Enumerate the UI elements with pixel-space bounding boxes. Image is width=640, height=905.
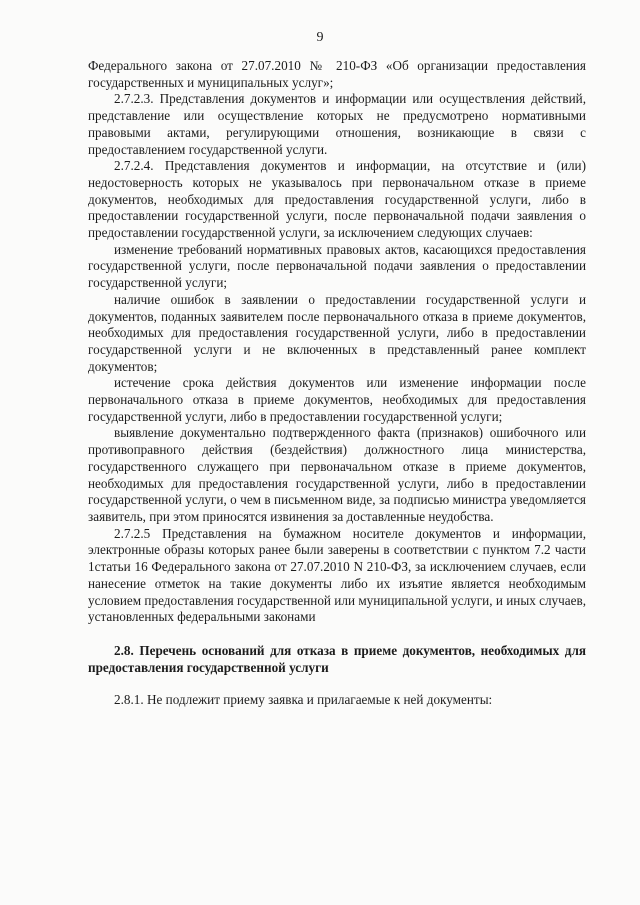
paragraph-2-7-2-4: 2.7.2.4. Представления документов и информации, на отсутствие и (или) недостоверность которых не указывалось при первоначальном отказе в приеме документов, необходимых для предоставления государственной услуги, либо в предоставлении государственной услуги, после первоначальной подачи заявления о предоставлении государственной услуги, за исключением следующих случаев: xyxy=(88,158,586,241)
list-item-requirements-change: изменение требований нормативных правовых актов, касающихся предоставления государственной услуги, после первоначальной подачи заявления о предоставлении государственной услуги; xyxy=(88,241,586,291)
paragraph-2-7-2-5: 2.7.2.5 Представления на бумажном носителе документов и информации, электронные образы которых ранее были заверены в соответствии с пунктом 7.2 части 1статьи 16 Федерального закона от 27.07.2010 N 210-ФЗ, за исключением случаев, если нанесение отметок на такие документы либо их изъятие является необходимым условием предоставления государственной или муниципальной услуги, и иных случаев, установленных федеральными законами xyxy=(88,525,586,625)
paragraph-2-7-2-3: 2.7.2.3. Представления документов и информации или осуществления действий, представление или осуществление которых не предусмотрено нормативными правовыми актами, регулирующими отношения, возникающие в связи с предоставлением государственной услуги. xyxy=(88,91,586,157)
page-number: 9 xyxy=(316,30,324,45)
section-heading-2-8: 2.8. Перечень оснований для отказа в приеме документов, необходимых для предоставления государственной услуги xyxy=(88,642,586,675)
list-item-documents-expiry: истечение срока действия документов или изменение информации после первоначального отказа в приеме документов, необходимых для предоставления государственной услуги, либо в предоставлении государственной услуги; xyxy=(88,375,586,424)
list-item-application-errors: наличие ошибок в заявлении о предоставлении государственной услуги и документов, поданных заявителем после первоначального отказа в приеме документов, необходимых для предоставления государственной услуги, либо в предоставлении государственной услуги и не включенных в представленный ранее комплект документов; xyxy=(88,291,586,374)
paragraph-2-8-1: 2.8.1. Не подлежит приему заявка и прилагаемые к ней документы: xyxy=(114,691,493,707)
paragraph-law-reference: Федерального закона от 27.07.2010 № 210-ФЗ «Об организации предоставления государственных и муниципальных услуг»; xyxy=(88,58,586,90)
document-body xyxy=(88,58,586,709)
list-item-erroneous-action: выявление документально подтвержденного факта (признаков) ошибочного или противоправного действия (бездействия) должностного лица министерства, государственного служащего при первоначальном отказе в приеме документов, необходимых для предоставления государственной услуги, либо в предоставлении государственной услуги, о чем в письменном виде, за подписью министра уведомляется заявитель, при этом приносятся извинения за доставленные неудобства. xyxy=(88,425,586,524)
